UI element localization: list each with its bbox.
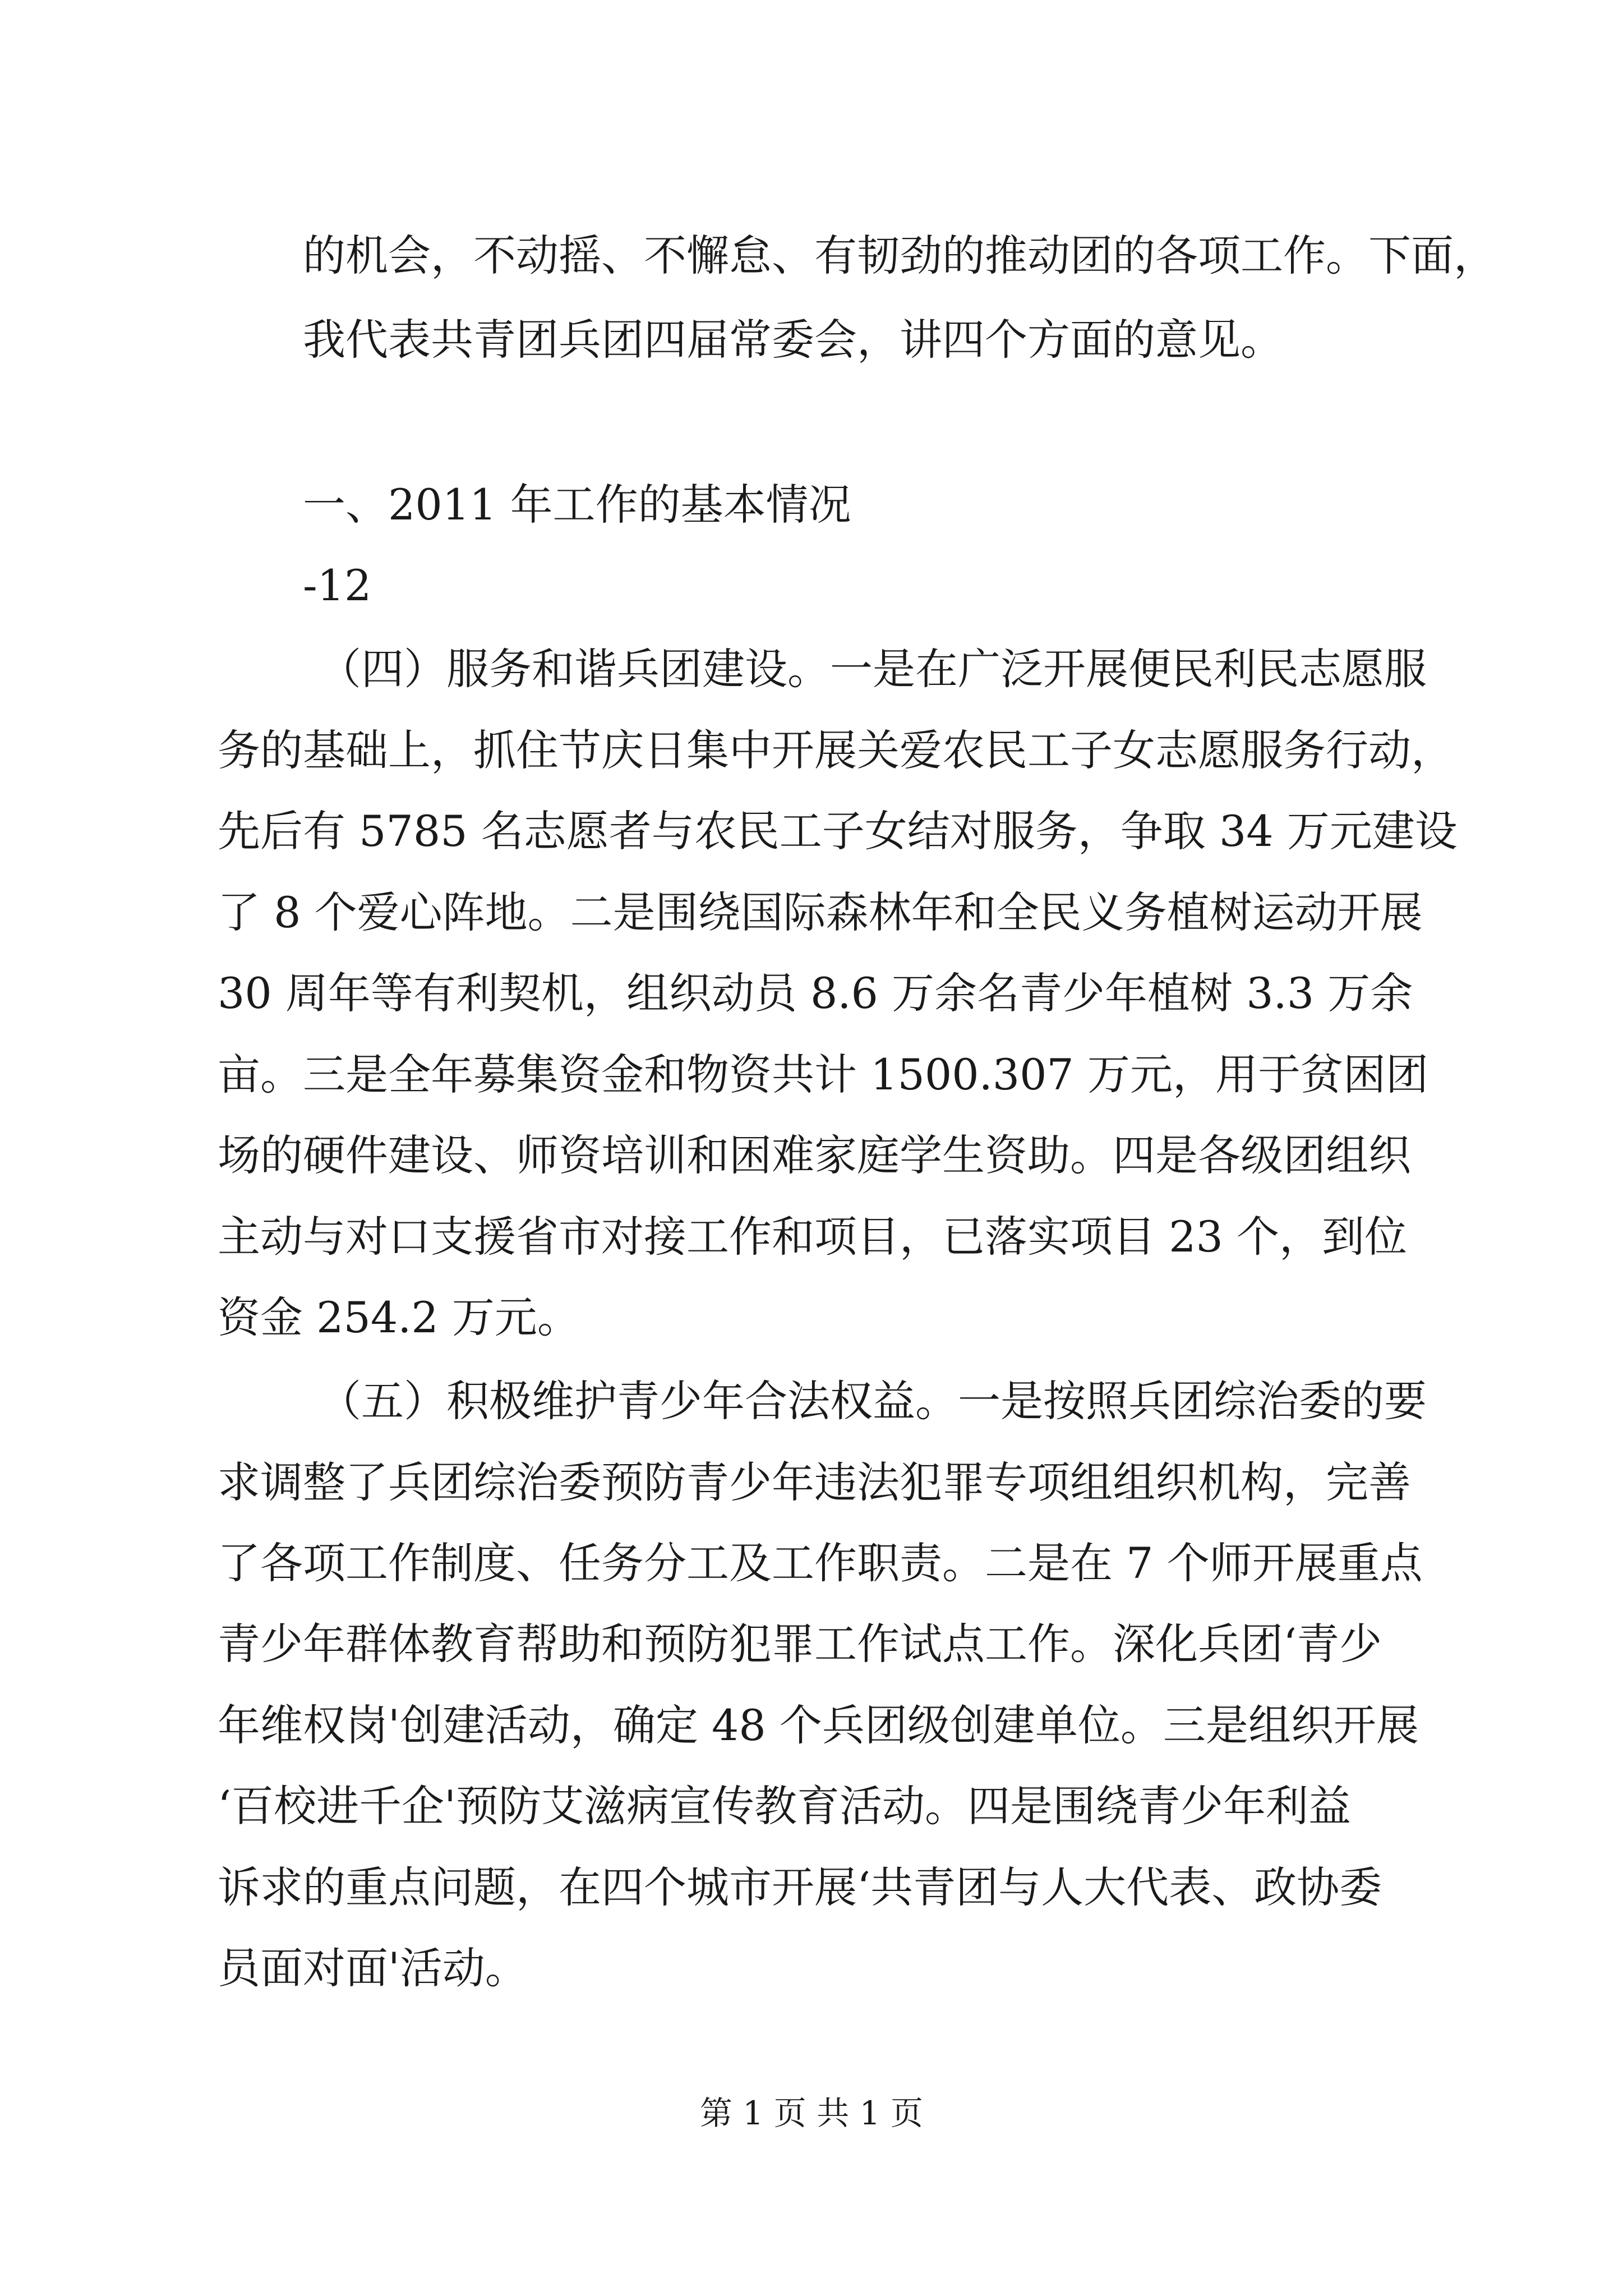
text-line: 诉求的重点问题，在四个城市开展‘共青团与人大代表、政协委 <box>218 1862 1382 1912</box>
page-footer: 第 1 页 共 1 页 <box>700 2094 923 2132</box>
text-line: 青少年群体教育帮助和预防犯罪工作试点工作。深化兵团‘青少 <box>218 1619 1382 1669</box>
text-line: ‘百校进千企'预防艾滋病宣传教育活动。四是围绕青少年利益 <box>218 1781 1352 1831</box>
text-line: 先后有 5785 名志愿者与农民工子女结对服务，争取 34 万元建设 <box>218 806 1458 856</box>
text-line: 务的基础上，抓住节庆日集中开展关爱农民工子女志愿服务行动， <box>218 725 1454 775</box>
paragraph-start: （四）服务和谐兵团建设。一是在广泛开展便民利民志愿服 <box>319 644 1427 694</box>
text-line: 了 8 个爱心阵地。二是围绕国际森林年和全民义务植树运动开展 <box>218 887 1423 937</box>
text-line: 员面对面'活动。 <box>218 1943 528 1993</box>
text-line: 亩。三是全年募集资金和物资共计 1500.307 万元，用于贫困团 <box>218 1050 1428 1099</box>
text-line: 我代表共青团兵团四届常委会，讲四个方面的意见。 <box>303 315 1283 365</box>
text-line: 了各项工作制度、任务分工及工作职责。二是在 7 个师开展重点 <box>218 1538 1423 1588</box>
paragraph-start: （五）积极维护青少年合法权益。一是按照兵团综治委的要 <box>319 1376 1427 1426</box>
text-line: 的机会，不动摇、不懈怠、有韧劲的推动团的各项工作。下面， <box>303 231 1496 280</box>
text-line: 年维权岗'创建活动，确定 48 个兵团级创建单位。三是组织开展 <box>218 1700 1419 1750</box>
text-line: 场的硬件建设、师资培训和困难家庭学生资助。四是各级团组织 <box>218 1130 1411 1180</box>
text-line: 主动与对口支援省市对接工作和项目，已落实项目 23 个，到位 <box>218 1212 1408 1262</box>
text-line: -12 <box>303 560 372 610</box>
text-line: 资金 254.2 万元。 <box>218 1292 580 1342</box>
section-heading: 一、2011 年工作的基本情况 <box>303 480 851 530</box>
text-line: 求调整了兵团综治委预防青少年违法犯罪专项组组织机构，完善 <box>218 1457 1411 1507</box>
text-line: 30 周年等有利契机，组织动员 8.6 万余名青少年植树 3.3 万余 <box>218 968 1413 1018</box>
